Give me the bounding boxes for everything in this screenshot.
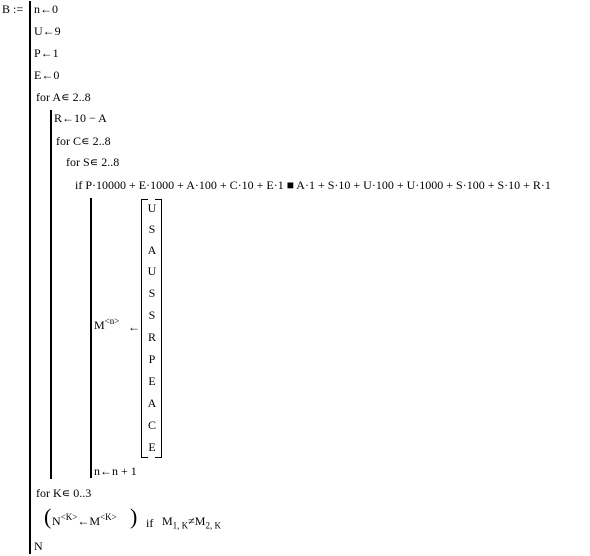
if-body-bar [90, 198, 92, 478]
m-assign-arrow: ← [128, 320, 140, 334]
n-k-assign: $N^{<K>}\leftarrow M^{<K>}$ [52, 512, 117, 528]
definition-name: B := [2, 2, 24, 16]
line-p-init: P←1 [34, 46, 59, 60]
line-for-s: for S∊ 2..8 [66, 155, 120, 169]
inequality-condition: $M_{1, K}\ne M_{2, K}$ [162, 514, 221, 531]
vector-entry: C [147, 418, 156, 432]
close-paren: ) [130, 504, 138, 529]
vector-entry: S [148, 308, 156, 322]
line-return: N [34, 539, 43, 553]
line-n-increment: n←n + 1 [94, 464, 137, 478]
vector-entry: S [148, 286, 156, 300]
line-for-k: for K∊ 0..3 [36, 486, 92, 500]
line-e-init: E←0 [34, 68, 60, 82]
program-bar-outer [29, 1, 31, 554]
for-a-body-bar [50, 110, 52, 479]
vector-entry: U [147, 264, 157, 278]
vector-entry: P [148, 352, 156, 366]
line-n-init: n←0 [34, 2, 58, 16]
open-paren: ( [44, 504, 52, 529]
vector-entry: A [147, 396, 157, 410]
vector-entry: E [148, 440, 156, 454]
vector-entry: R [147, 330, 156, 344]
line-r-assign: R←10 − A [54, 111, 107, 125]
if-keyword: if [146, 516, 154, 530]
line-if-condition: if P·10000 + E·1000 + A·100 + C·10 + E·1 ■ A·1 + S·10 + U·100 + U·1000 + S·100 + S·10 + R·1 [75, 178, 551, 192]
m-assign-lhs: $M^{<n>}$ [94, 316, 120, 332]
vector-entry: A [147, 243, 157, 257]
line-for-c: for C∊ 2..8 [56, 134, 111, 148]
vector-entry: S [148, 222, 156, 236]
line-for-a: for A∊ 2..8 [36, 90, 91, 104]
vector-entry: U [147, 201, 157, 215]
line-u-init: U←9 [34, 24, 61, 38]
vector-entry: E [148, 374, 156, 388]
